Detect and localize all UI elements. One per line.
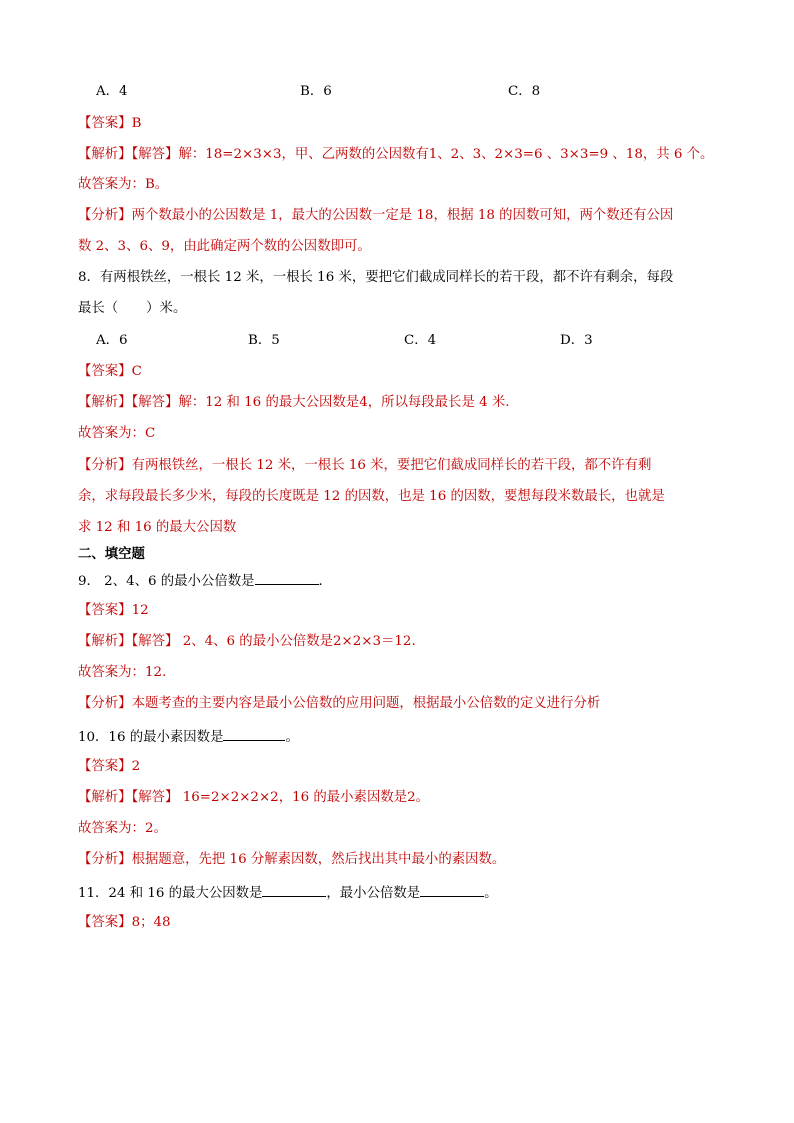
note-tag: 【分析】 — [78, 696, 132, 711]
analysis-tag: 【解析】【解答】 — [78, 395, 179, 410]
answer-tag: 【答案】 — [78, 364, 132, 379]
q8-analysis — [78, 393, 728, 413]
q9-stem — [78, 570, 728, 592]
q9-note — [78, 694, 728, 714]
q8-note-line3: 求 12 和 16 的最大公因数 — [78, 520, 237, 535]
q8-option-d: D．3 — [560, 333, 593, 348]
note-tag: 【分析】 — [78, 458, 132, 473]
q8-stem-line1: 8．有两根铁丝，一根长 12 米，一根长 16 米，要把它们截成同样长的若干段，都不许有剩余，每段 — [78, 270, 674, 285]
q9-answer — [78, 601, 728, 621]
q7-note-line1 — [78, 206, 728, 226]
answer-tag: 【答案】 — [78, 116, 132, 131]
note-text: 有两根铁丝，一根长 12 米，一根长 16 米，要把它们截成同样长的若干段，都不许有剩 — [131, 458, 652, 473]
q11-answer — [78, 913, 728, 933]
analysis-tag: 【解析】【解答】 — [78, 634, 179, 649]
q10-analysis — [78, 788, 728, 808]
q11-gcd-blank[interactable] — [262, 882, 326, 897]
analysis-tag: 【解析】【解答】 — [78, 790, 179, 805]
answer-value: B — [131, 116, 142, 131]
q10-note — [78, 850, 728, 870]
q9-analysis — [78, 632, 728, 652]
q11-stem-text: 11．24 和 16 的最大公因数是 — [78, 886, 263, 901]
section-heading: 二、填空题 — [78, 547, 145, 562]
answer-tag: 【答案】 — [78, 603, 132, 618]
answer-tag: 【答案】 — [78, 759, 132, 774]
q7-analysis — [78, 145, 728, 165]
answer-tag: 【答案】 — [78, 915, 132, 930]
analysis-text: 2、4、6 的最小公倍数是2×2×3＝12. — [178, 634, 416, 649]
q8-answer — [78, 362, 728, 382]
q11-stem-end: 。 — [484, 886, 498, 901]
q9-answer-blank[interactable] — [255, 570, 319, 585]
q10-conclusion: 故答案为：2。 — [78, 821, 167, 836]
note-text: 根据题意，先把 16 分解素因数，然后找出其中最小的素因数。 — [131, 852, 506, 867]
note-tag: 【分析】 — [78, 852, 132, 867]
q8-option-b: B．5 — [248, 333, 280, 348]
q11-lcm-blank[interactable] — [420, 882, 484, 897]
analysis-tag: 【解析】【解答】 — [78, 147, 179, 162]
q8-option-a: A．6 — [96, 333, 128, 348]
q7-option-b: B．6 — [300, 84, 332, 99]
note-text: 两个数最小的公因数是 1，最大的公因数一定是 18，根据 18 的因数可知，两个数还有公因 — [131, 208, 674, 223]
q8-conclusion: 故答案为：C — [78, 426, 156, 441]
q7-answer — [78, 114, 728, 134]
q10-stem-end: 。 — [285, 730, 299, 745]
note-text: 本题考查的主要内容是最小公倍数的应用问题，根据最小公倍数的定义进行分析 — [131, 696, 601, 711]
q11-stem — [78, 882, 728, 904]
q9-conclusion: 故答案为：12. — [78, 665, 167, 680]
q8-stem-prefix: 最长（ — [78, 301, 119, 316]
note-tag: 【分析】 — [78, 208, 132, 223]
analysis-text: 解：12 和 16 的最大公因数是4，所以每段最长是 4 米. — [178, 395, 510, 410]
q7-note-line2: 数 2、3、6、9，由此确定两个数的公因数即可。 — [78, 239, 371, 254]
q8-note-line2: 余，求每段最长多少米，每段的长度既是 12 的因数，也是 16 的因数，要想每段米数最长，也就是 — [78, 489, 665, 504]
q8-stem-suffix: ）米。 — [146, 301, 187, 316]
q7-option-a: A．4 — [96, 84, 128, 99]
q10-stem-text: 10．16 的最小素因数是 — [78, 730, 224, 745]
q10-answer-blank[interactable] — [223, 726, 285, 741]
analysis-text: 16=2×2×2×2，16 的最小素因数是2。 — [178, 790, 430, 805]
q8-note-line1 — [78, 456, 728, 476]
q10-stem — [78, 726, 728, 748]
answer-value: 2 — [131, 759, 141, 774]
q8-option-c: C．4 — [404, 333, 437, 348]
q10-answer — [78, 757, 728, 777]
q11-stem-mid: ，最小公倍数是 — [326, 886, 421, 901]
q9-stem-text: 9． 2、4、6 的最小公倍数是 — [78, 574, 255, 589]
answer-value: C — [131, 364, 142, 379]
q7-option-c: C．8 — [508, 84, 541, 99]
answer-value: 12 — [131, 603, 149, 618]
analysis-text: 解：18=2×3×3，甲、乙两数的公因数有1、2、3、2×3=6 、3×3=9 、18，共 6 个。 — [178, 147, 714, 162]
q9-stem-end: ． — [318, 574, 332, 589]
answer-value: 8；48 — [131, 915, 171, 930]
q7-conclusion: 故答案为：B。 — [78, 177, 169, 192]
q8-stem-line2 — [78, 299, 728, 319]
